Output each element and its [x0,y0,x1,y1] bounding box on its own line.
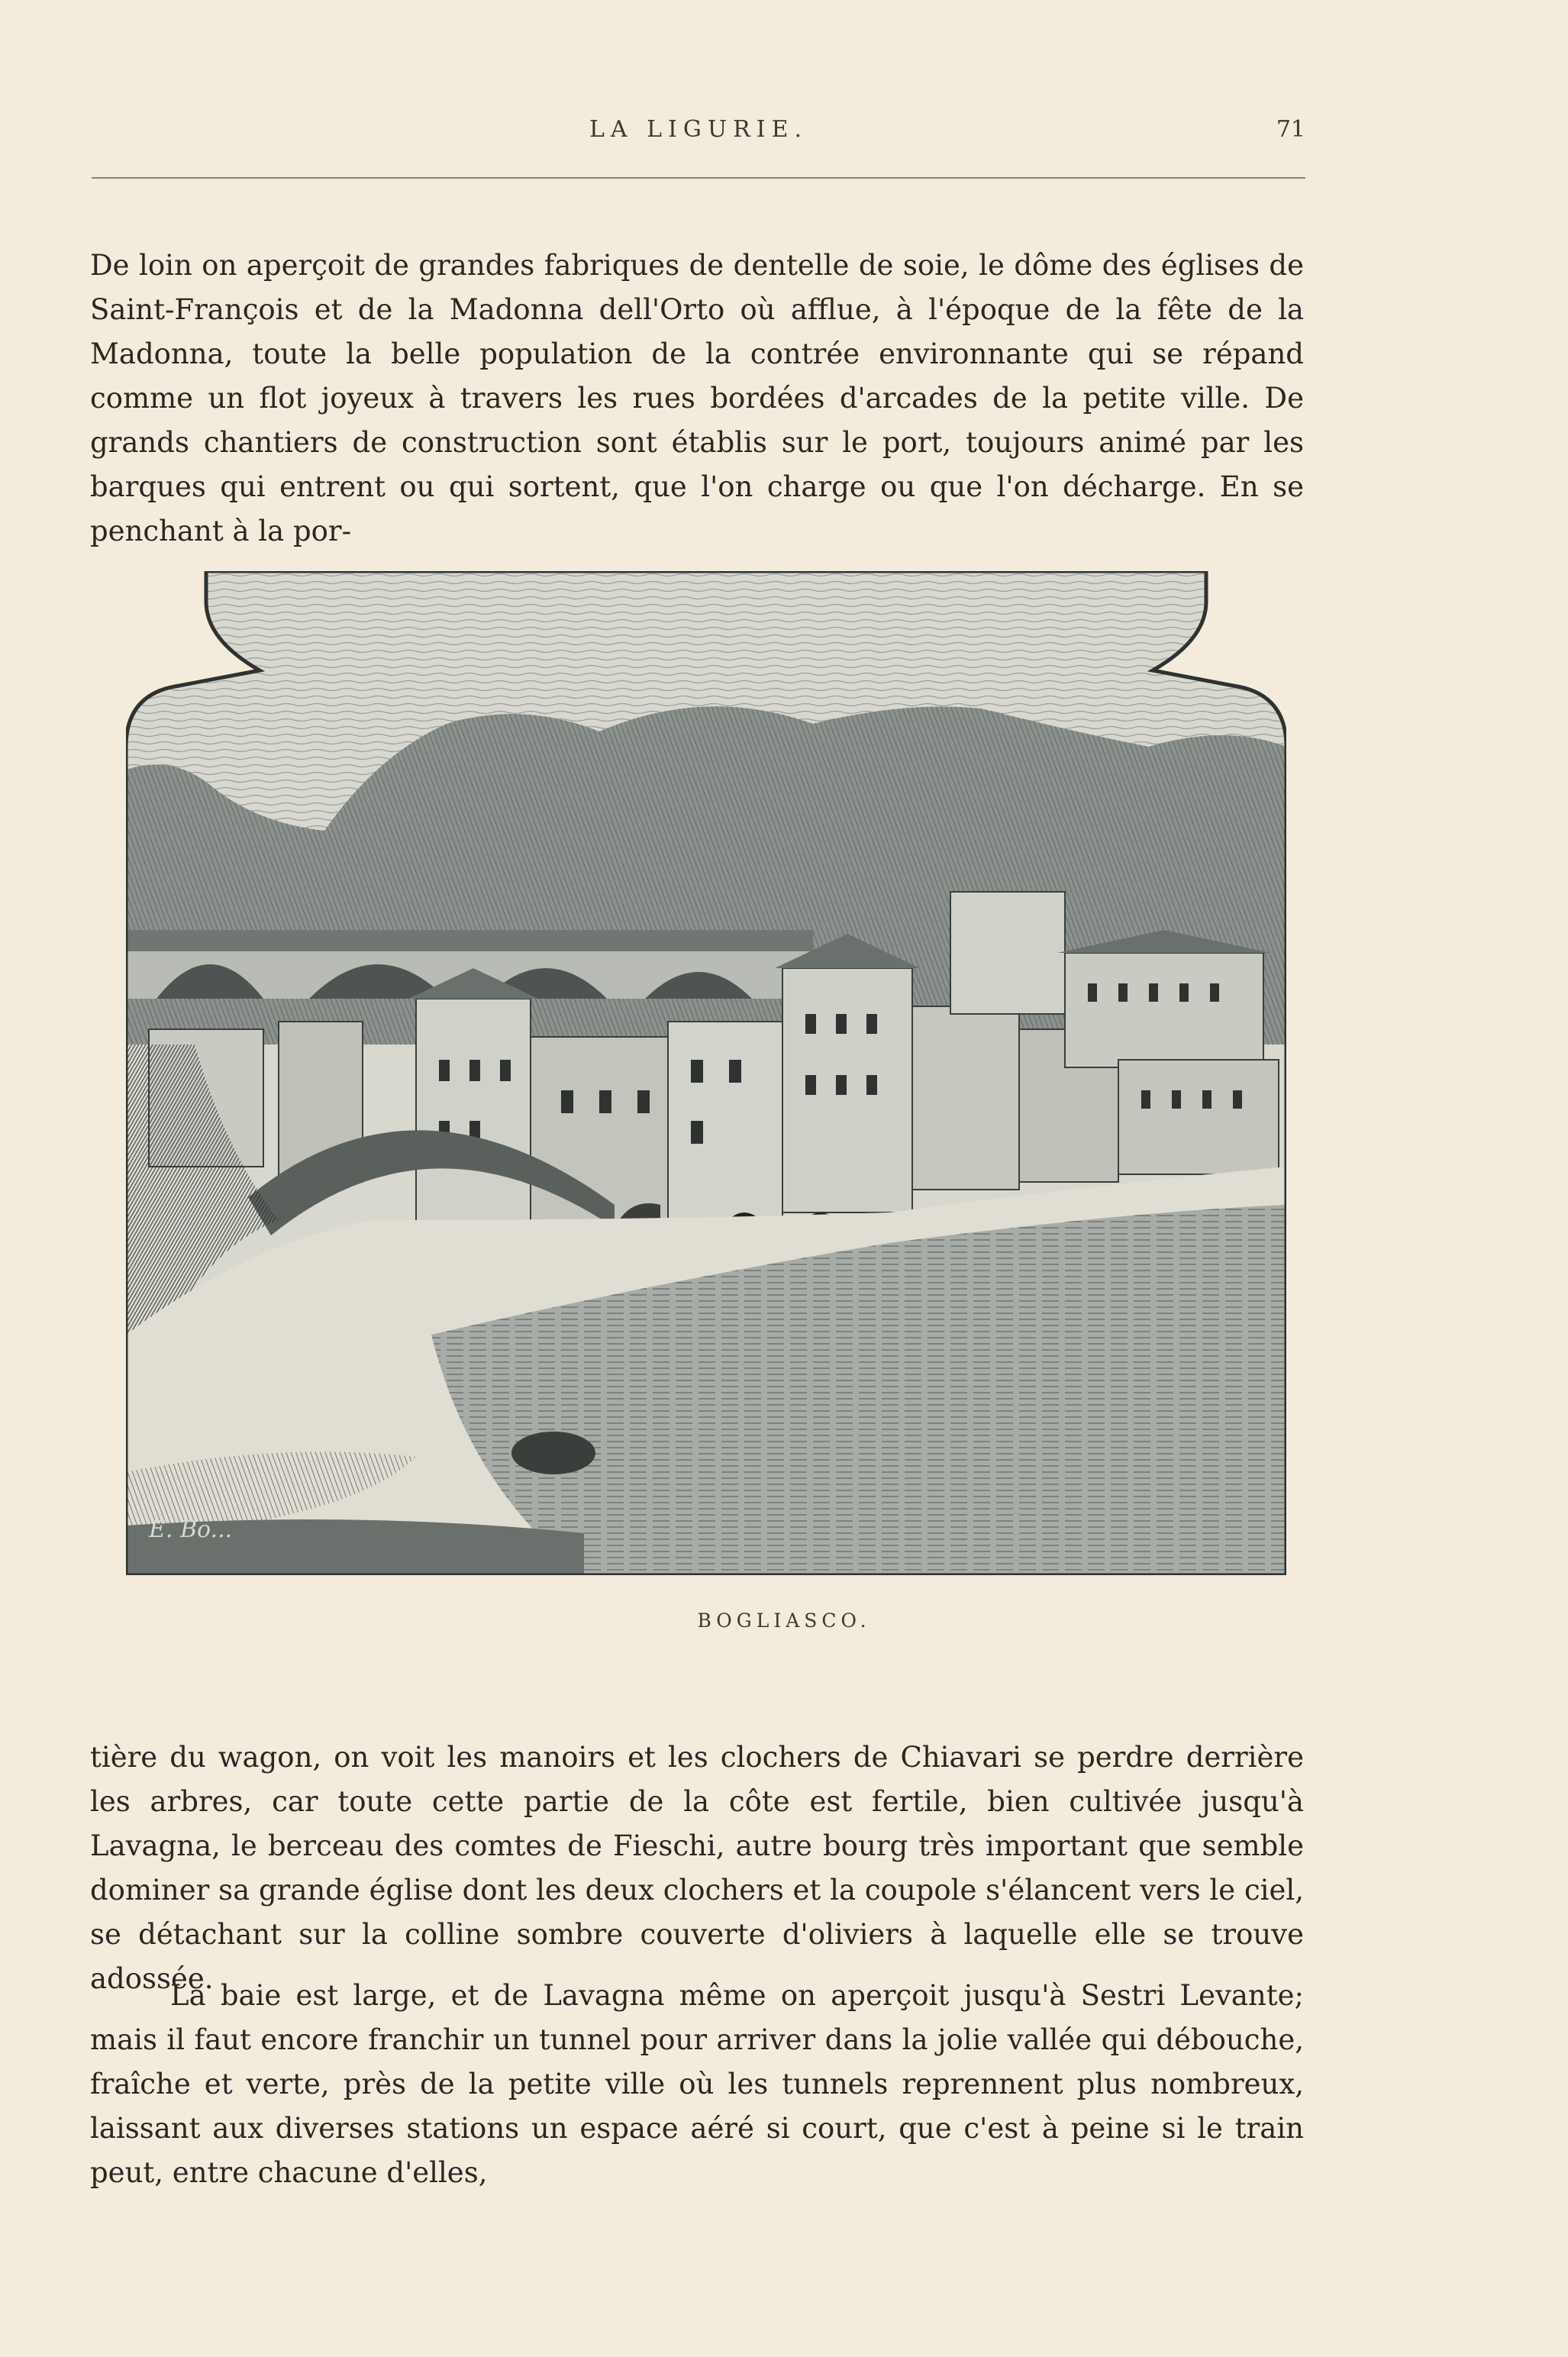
artist-signature: E. Bo... [149,1516,233,1543]
paragraph-3: La baie est large, et de Lavagna même on aperçoit jusqu'à Sestri Levante; mais il faut encore franchir un tunnel pour arriver dans la jolie vallée qui débouche, fraîche et verte, près de la petite ville où les tunnels reprennent plus nombreux, laissant aux diverses stations un espace aéré si court, que c'est à peine si le train peut, entre chacune d'elles, [90,1979,1304,2189]
header-rule [92,177,1305,179]
engraving-illustration [126,571,1286,1575]
page-number: 71 [1276,116,1305,143]
page-header [92,116,1305,154]
paragraph-2: tière du wagon, on voit les manoirs et les clochers de Chiavari se perdre derrière les arbres, car toute cette partie de la côte est fertile, bien cultivée jusqu'à Lavagna, le berceau des comtes de Fieschi, autre bourg très important que semble dominer sa grande église dont les deux clochers et la coupole s'élancent vers le ciel, se détachant sur la colline sombre couverte d'oliviers à laquelle elle se trouve adossée. [90,1741,1304,1995]
figure-caption: BOGLIASCO. [697,1610,871,1632]
engraving-svg [126,571,1286,1575]
paragraph-1: De loin on aperçoit de grandes fabriques de dentelle de soie, le dôme des églises de Saint-François et de la Madonna dell'Orto où afflue, à l'époque de la fête de la Madonna, toute la belle population de la contrée environnante qui se répand comme un flot joyeux à travers les rues bordées d'arcades de la petite ville. De grands chantiers de construction sont établis sur le port, toujours animé par les barques qui entrent ou qui sortent, que l'on charge ou que l'on décharge. En se penchant à la por- [90,249,1304,547]
running-title: LA LIGURIE. [589,116,808,143]
